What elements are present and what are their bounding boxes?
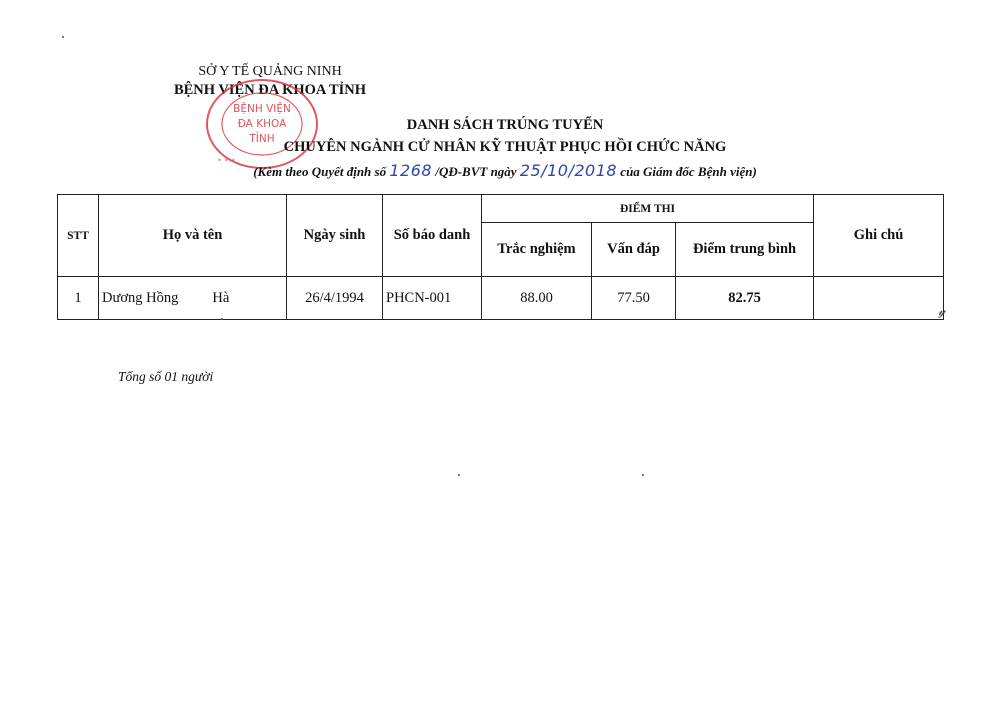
document-title bbox=[250, 114, 760, 158]
header-exam-group: ĐIỂM THI bbox=[482, 195, 814, 223]
decision-middle: /QĐ-BVT ngày bbox=[435, 164, 517, 179]
scan-speck bbox=[642, 474, 644, 476]
stamp-line-2: ĐA KHOA bbox=[237, 118, 287, 130]
handwritten-initial: 𝓎 bbox=[938, 304, 946, 319]
table-header-row-1 bbox=[58, 195, 944, 223]
cell-name bbox=[99, 277, 287, 320]
decision-date-handwritten: 25/10/2018 bbox=[519, 161, 618, 180]
header-multiple-choice: Trắc nghiệm bbox=[482, 223, 592, 277]
table-row bbox=[58, 277, 944, 320]
stamp-line-3: TỈNH bbox=[249, 133, 275, 145]
scan-speck bbox=[221, 318, 223, 320]
header-note: Ghi chú bbox=[814, 195, 944, 277]
header-stt: STT bbox=[58, 195, 99, 277]
total-count: Tổng số 01 người bbox=[118, 369, 214, 384]
decision-reference bbox=[220, 161, 790, 180]
cell-multiple-choice: 88.00 bbox=[482, 277, 592, 320]
title-line-2: CHUYÊN NGÀNH CỬ NHÂN KỸ THUẬT PHỤC HỒI CHỨC NĂNG bbox=[283, 139, 727, 155]
decision-prefix: (Kèm theo Quyết định số bbox=[253, 164, 387, 179]
stamp-line-1: BỆNH VIỆN bbox=[233, 103, 291, 115]
decision-suffix: của Giám đốc Bệnh viện) bbox=[620, 164, 757, 179]
cell-average: 82.75 bbox=[676, 277, 814, 320]
cell-surname: Dương Hồng bbox=[102, 289, 179, 306]
header-average: Điểm trung bình bbox=[676, 223, 814, 277]
header-oral: Vấn đáp bbox=[592, 223, 676, 277]
results-table bbox=[57, 194, 944, 320]
hospital-name: BỆNH VIỆN ĐA KHOA TỈNH bbox=[173, 82, 367, 98]
cell-given-name: Hà bbox=[212, 289, 230, 306]
svg-text:✶ ✶ ✶: ✶ ✶ ✶ bbox=[217, 157, 236, 164]
header-name: Họ và tên bbox=[99, 195, 287, 277]
scan-speck bbox=[62, 36, 64, 38]
cell-note bbox=[814, 277, 944, 320]
cell-dob: 26/4/1994 bbox=[287, 277, 383, 320]
header-sbd: Số báo danh bbox=[383, 195, 482, 277]
department-name: SỞ Y TẾ QUẢNG NINH bbox=[198, 64, 342, 79]
title-line-1: DANH SÁCH TRÚNG TUYỂN bbox=[406, 117, 604, 133]
cell-oral: 77.50 bbox=[592, 277, 676, 320]
header-dob: Ngày sinh bbox=[287, 195, 383, 277]
decision-number-handwritten: 1268 bbox=[389, 161, 433, 180]
cell-stt: 1 bbox=[58, 277, 99, 320]
cell-sbd: PHCN-001 bbox=[383, 277, 482, 320]
scan-speck bbox=[458, 474, 460, 476]
